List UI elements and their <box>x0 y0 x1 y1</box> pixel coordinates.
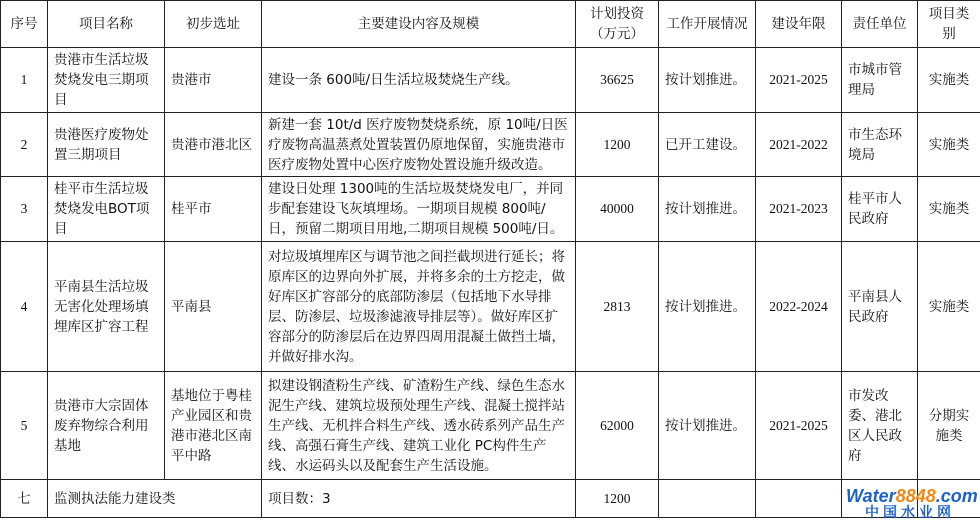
header-invest: 计划投资（万元） <box>576 1 659 48</box>
project-period: 2021-2022 <box>756 113 842 177</box>
project-status: 按计划推进。 <box>659 372 756 480</box>
header-content: 主要建设内容及规模 <box>262 1 576 48</box>
watermark-word-water: Water <box>846 486 896 507</box>
project-site: 贵港市 <box>165 48 262 113</box>
summary-seq: 七 <box>1 480 48 518</box>
row-seq: 2 <box>1 113 48 177</box>
project-category: 实施类 <box>918 177 980 242</box>
responsible-unit: 平南县人民政府 <box>842 242 918 372</box>
summary-empty-cell <box>659 480 756 518</box>
summary-category-name: 监测执法能力建设类 <box>48 480 262 518</box>
summary-empty-cell <box>756 480 842 518</box>
project-status: 已开工建设。 <box>659 113 756 177</box>
responsible-unit: 市生态环境局 <box>842 113 918 177</box>
responsible-unit: 桂平市人民政府 <box>842 177 918 242</box>
project-name: 平南县生活垃圾无害化处理场填埋库区扩容工程 <box>48 242 165 372</box>
project-category: 实施类 <box>918 242 980 372</box>
project-content: 建设日处理 1300吨的生活垃圾焚烧发电厂，并同步配套建设飞灰填埋场。一期项目规模 800吨/日，预留二期项目用地,二期项目规模 500吨/日。 <box>262 177 576 242</box>
project-name: 贵港医疗废物处置三期项目 <box>48 113 165 177</box>
header-row <box>1 1 980 48</box>
responsible-unit: 市发改委、港北区人民政府 <box>842 372 918 480</box>
project-content: 新建一套 10t/d 医疗废物焚烧系统，原 10吨/日医疗废物高温蒸煮处置装置仍原地保留，实施贵港市医疗废物处置中心医疗废物处置设施升级改造。 <box>262 113 576 177</box>
watermark-chinese-name: 中国水业网 <box>865 505 955 522</box>
table-row <box>1 113 980 177</box>
project-category: 实施类 <box>918 48 980 113</box>
project-site: 基地位于粤桂产业园区和贵港市港北区南平中路 <box>165 372 262 480</box>
summary-row <box>1 480 980 518</box>
project-status: 按计划推进。 <box>659 48 756 113</box>
project-status: 按计划推进。 <box>659 177 756 242</box>
header-site: 初步选址 <box>165 1 262 48</box>
row-seq: 1 <box>1 48 48 113</box>
header-unit: 责任单位 <box>842 1 918 48</box>
project-period: 2022-2024 <box>756 242 842 372</box>
project-name: 贵港市大宗固体废弃物综合利用基地 <box>48 372 165 480</box>
table-row <box>1 48 980 113</box>
row-seq: 3 <box>1 177 48 242</box>
header-name: 项目名称 <box>48 1 165 48</box>
watermark-word-8848: 8848 <box>895 486 936 507</box>
project-content: 拟建设钢渣粉生产线、矿渣粉生产线、绿色生态水泥生产线、建筑垃圾预处理生产线、混凝土搅拌站生产线、无机拌合料生产线、透水砖系列产品生产线、高强石膏生产线、建筑工业化 PC构件生产线、水运码头以及配套生产生活设施。 <box>262 372 576 480</box>
project-period: 2021-2025 <box>756 48 842 113</box>
row-seq: 4 <box>1 242 48 372</box>
project-name: 桂平市生活垃圾焚烧发电BOT项目 <box>48 177 165 242</box>
watermark-logo <box>846 486 978 522</box>
project-content: 对垃圾填埋库区与调节池之间拦截坝进行延长；将原库区的边界向外扩展，并将多余的土方挖走，做好库区扩容部分的底部防渗层（包括地下水导排层、防渗层、垃圾渗滤液导排层等）。做好库区扩容部分的防渗层后在边界四周用混凝土做挡土墙，并做好排水沟。 <box>262 242 576 372</box>
project-site: 平南县 <box>165 242 262 372</box>
project-site: 贵港市港北区 <box>165 113 262 177</box>
table-row <box>1 242 980 372</box>
project-status: 按计划推进。 <box>659 242 756 372</box>
project-investment: 2813 <box>576 242 659 372</box>
table-row <box>1 177 980 242</box>
project-site: 桂平市 <box>165 177 262 242</box>
project-name: 贵港市生活垃圾焚烧发电三期项目 <box>48 48 165 113</box>
project-period: 2021-2023 <box>756 177 842 242</box>
project-content: 建设一条 600吨/日生活垃圾焚烧生产线。 <box>262 48 576 113</box>
summary-investment: 1200 <box>576 480 659 518</box>
header-period: 建设年限 <box>756 1 842 48</box>
project-investment: 40000 <box>576 177 659 242</box>
project-investment: 62000 <box>576 372 659 480</box>
project-investment: 1200 <box>576 113 659 177</box>
header-category: 项目类别 <box>918 1 980 48</box>
watermark-word-com: .com <box>935 486 978 507</box>
header-status: 工作开展情况 <box>659 1 756 48</box>
watermark-wordmark <box>846 486 978 507</box>
summary-project-count: 项目数：3 <box>262 480 576 518</box>
project-category: 实施类 <box>918 113 980 177</box>
table-row <box>1 372 980 480</box>
row-seq: 5 <box>1 372 48 480</box>
project-investment: 36625 <box>576 48 659 113</box>
project-category: 分期实施类 <box>918 372 980 480</box>
responsible-unit: 市城市管理局 <box>842 48 918 113</box>
project-period: 2021-2025 <box>756 372 842 480</box>
header-seq: 序号 <box>1 1 48 48</box>
